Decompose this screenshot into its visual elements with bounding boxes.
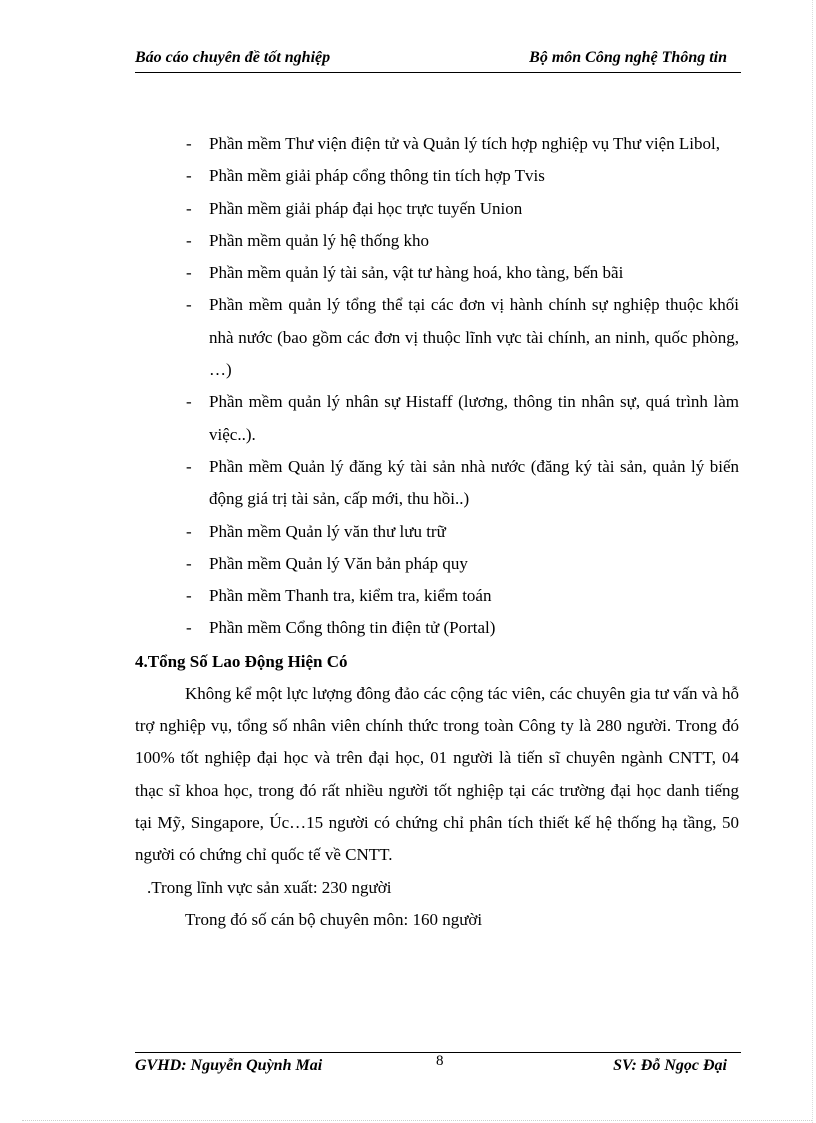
section-paragraph: Không kể một lực lượng đông đảo các cộng tác viên, các chuyên gia tư vấn và hỗ trợ nghiệp vụ, tổng số nhân viên chính thức trong toàn Công ty là 280 người. Trong đó 100% tốt nghiệp đại học và trên đại học, 01 người là tiến sĩ chuyên ngành CNTT, 04 thạc sĩ khoa học, trong đó rất nhiều người tốt nghiệp tại các trường đại học danh tiếng tại Mỹ, Singapore, Úc…15 người có chứng chỉ phân tích thiết kế hệ thống hạ tầng, 50 người có chứng chỉ quốc tế về CNTT. (135, 683, 740, 865)
list-item (135, 386, 739, 451)
list-item-text: Phần mềm giải pháp cổng thông tin tích hợp Tvis (209, 166, 545, 186)
page-bottom-edge (22, 1120, 812, 1121)
list-item-text: Phần mềm Quản lý đăng ký tài sản nhà nước (đăng ký tài sản, quản lý biến động giá trị tài sản, cấp mới, thu hồi..) (209, 456, 739, 509)
specialist-staff-line: Trong đó số cán bộ chuyên môn: 160 người (185, 909, 483, 929)
bullet-dash: - (186, 134, 192, 153)
footer-student: SV: Đỗ Ngọc Đại (613, 1057, 727, 1074)
bullet-dash: - (186, 295, 192, 315)
list-item-text: Phần mềm Thư viện điện tử và Quản lý tích hợp nghiệp vụ Thư viện Libol, (209, 134, 720, 153)
bullet-dash: - (186, 263, 192, 283)
list-item-text: Phần mềm giải pháp đại học trực tuyến Union (209, 198, 523, 218)
bullet-dash: - (186, 392, 192, 412)
list-item-text: Phần mềm Cổng thông tin điện tử (Portal) (209, 618, 496, 638)
bullet-dash: - (186, 230, 192, 250)
list-item (135, 580, 739, 612)
bullet-dash: - (186, 521, 192, 541)
list-item (135, 257, 739, 289)
header-department: Bộ môn Công nghệ Thông tin (529, 49, 727, 66)
software-list (135, 128, 739, 645)
bullet-dash: - (186, 198, 192, 218)
list-item (135, 128, 739, 160)
list-item (135, 612, 739, 644)
header-report-title: Báo cáo chuyên đề tốt nghiệp (135, 49, 331, 66)
list-item (135, 516, 739, 548)
main-content (135, 128, 739, 936)
list-item-text: Phần mềm quản lý tổng thể tại các đơn vị hành chính sự nghiệp thuộc khối nhà nước (bao gồm các đơn vị thuộc lĩnh vực tài chính, an ninh, quốc phòng, …) (209, 295, 739, 380)
list-item-text: Phần mềm Quản lý văn thư lưu trữ (209, 521, 446, 541)
list-item-text: Phần mềm quản lý tài sản, vật tư hàng hoá, kho tàng, bến bãi (209, 263, 624, 283)
list-item (135, 289, 739, 386)
list-item (135, 225, 739, 257)
list-item (135, 451, 739, 516)
production-staff-line: .Trong lĩnh vực sản xuất: 230 người (147, 877, 392, 897)
bullet-dash: - (186, 553, 192, 573)
bullet-dash: - (186, 586, 192, 606)
bullet-dash: - (186, 456, 192, 476)
list-item-text: Phần mềm Quản lý Văn bản pháp quy (209, 553, 468, 573)
footer-supervisor: GVHD: Nguyễn Quỳnh Mai (135, 1057, 323, 1074)
list-item (135, 193, 739, 225)
list-item-text: Phần mềm quản lý nhân sự Histaff (lương, thông tin nhân sự, quá trình làm việc..). (209, 392, 739, 444)
bullet-dash: - (186, 166, 192, 186)
page-right-edge (812, 0, 813, 1123)
page-number: 8 (436, 1053, 444, 1069)
list-item-text: Phần mềm quản lý hệ thống kho (209, 230, 430, 250)
section-heading: 4.Tổng Số Lao Động Hiện Có (135, 651, 348, 671)
bullet-dash: - (186, 618, 192, 638)
page-footer (135, 1052, 741, 1077)
list-item (135, 548, 739, 580)
page-header (135, 46, 741, 73)
list-item (135, 160, 739, 192)
list-item-text: Phần mềm Thanh tra, kiểm tra, kiểm toán (209, 586, 492, 606)
